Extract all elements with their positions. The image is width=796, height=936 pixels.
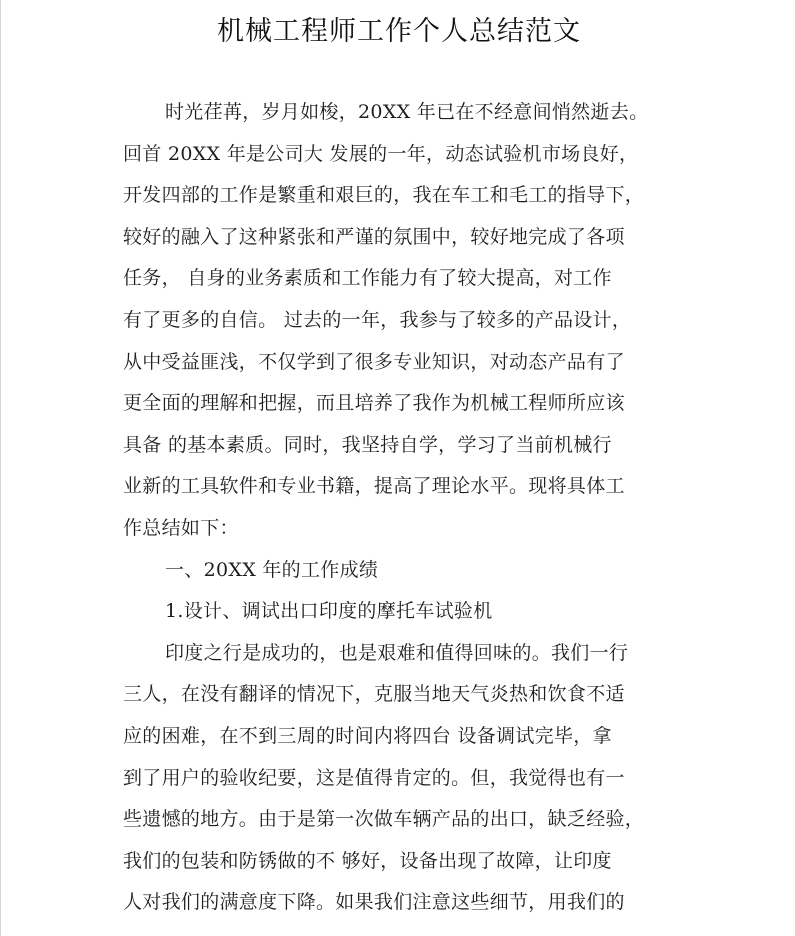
body-line: 具备 的基本素质。同时，我坚持自学，学习了当前机械行 [123,433,612,456]
body-line: 更全面的理解和把握，而且培养了我作为机械工程师所应该 [123,392,625,415]
body-line: 作总结如下： [123,516,239,539]
body-line: 人对我们的满意度下降。如果我们注意这些细节，用我们的 [123,891,625,914]
section-heading: 一、20XX 年的工作成绩 [165,558,379,581]
body-line: 三人，在没有翻译的情况下，克服当地天气炎热和饮食不适 [123,683,625,706]
body-line: 从中受益匪浅，不仅学到了很多专业知识，对动态产品有了 [123,350,625,373]
subsection-heading: 1.设计、调试出口印度的摩托车试验机 [165,600,493,623]
document-title: 机械工程师工作个人总结范文 [217,16,581,47]
body-line: 些遗憾的地方。由于是第一次做车辆产品的出口，缺乏经验， [123,808,645,831]
body-line: 任务， 自身的业务素质和工作能力有了较大提高，对工作 [123,267,612,290]
body-line: 印度之行是成功的，也是艰难和值得回味的。我们一行 [165,641,629,664]
body-line: 较好的融入了这种紧张和严谨的氛围中，较好地完成了各项 [123,225,625,248]
body-line: 时光荏苒，岁月如梭，20XX 年已在不经意间悄然逝去。 [165,101,649,123]
body-line: 开发四部的工作是繁重和艰巨的，我在车工和毛工的指导下， [123,184,645,207]
document-body [123,92,703,924]
body-line: 业新的工具软件和专业书籍，提高了理论水平。现将具体工 [123,475,625,498]
body-line: 我们的包装和防锈做的不 够好，设备出现了故障，让印度 [123,849,612,872]
body-line: 应的困难，在不到三周的时间内将四台 设备调试完毕，拿 [123,724,612,747]
body-line: 到了用户的验收纪要，这是值得肯定的。但，我觉得也有一 [123,766,625,789]
body-line: 回首 20XX 年是公司大 发展的一年，动态试验机市场良好， [123,142,639,165]
body-line: 有了更多的自信。 过去的一年，我参与了较多的产品设计， [123,308,632,331]
